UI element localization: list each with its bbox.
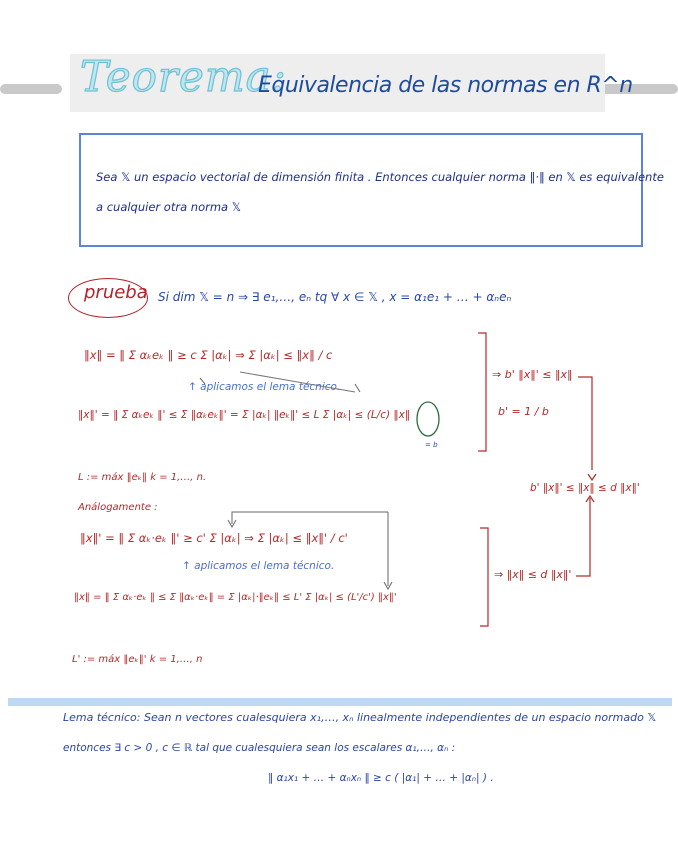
- analog-label: Análogamente :: [78, 502, 158, 513]
- bracket-2: [480, 528, 488, 626]
- note-lema-2: ↑ aplicamos el lema técnico.: [182, 560, 335, 572]
- theorem-line-2: a cualquier otra norma 𝕏: [96, 200, 241, 214]
- L-prime-definition: L' := máx ‖eₖ‖' k = 1,…, n: [72, 654, 203, 665]
- lemma-line-2: entonces ∃ c > 0 , c ∈ ℝ tal que cualesquiera sean los escalares α₁,…, αₙ :: [63, 742, 456, 754]
- title-word: Teorema:: [80, 52, 287, 101]
- equation-1: ‖x‖ = ‖ Σ αₖeₖ ‖ ≥ c Σ |αₖ| ⇒ Σ |αₖ| ≤ ‖x‖ / c: [84, 348, 333, 362]
- proof-intro: Si dim 𝕏 = n ⇒ ∃ e₁,…, eₙ tq ∀ x ∈ 𝕏 , x = α₁e₁ + … + αₙeₙ: [158, 290, 512, 304]
- equation-4: ‖x‖ = ‖ Σ αₖ·eₖ ‖ ≤ Σ ‖αₖ·eₖ‖ = Σ |αₖ|·‖eₖ‖ ≤ L' Σ |αₖ| ≤ (L'/c') ‖x‖': [74, 592, 397, 603]
- lemma-separator: [8, 698, 672, 706]
- combined-inequality: b' ‖x‖' ≤ ‖x‖ ≤ d ‖x‖': [530, 482, 640, 494]
- lemma-line-1: Lema técnico: Sean n vectores cualesquiera x₁,…, xₙ linealmente independientes de un espacio normado 𝕏: [63, 711, 657, 724]
- result-2: ⇒ ‖x‖ ≤ d ‖x‖': [494, 568, 572, 581]
- result-1: ⇒ b' ‖x‖' ≤ ‖x‖: [492, 368, 573, 381]
- L-definition: L := máx ‖eₖ‖ k = 1,…, n.: [78, 472, 207, 483]
- note-lema-1: ↑ aplicamos el lema técnico.: [188, 381, 341, 393]
- bracket-1: [478, 333, 486, 451]
- proof-label: prueba: [84, 282, 148, 303]
- circle-mark: [417, 402, 439, 436]
- title-text: Equivalencia de las normas en R^n: [258, 73, 633, 98]
- equation-3: ‖x‖' = ‖ Σ αₖ·eₖ ‖' ≥ c' Σ |αₖ| ⇒ Σ |αₖ| ≤ ‖x‖' / c': [80, 531, 348, 545]
- equation-2: ‖x‖' = ‖ Σ αₖeₖ ‖' ≤ Σ ‖αₖeₖ‖' = Σ |αₖ| ‖eₖ‖' ≤ L Σ |αₖ| ≤ (L/c) ‖x‖: [78, 409, 411, 421]
- circle-note: = b: [425, 441, 438, 449]
- lemma-line-3: ‖ α₁x₁ + … + αₙxₙ ‖ ≥ c ( |α₁| + … + |αₙ| ) .: [268, 772, 494, 784]
- theorem-line-1: Sea 𝕏 un espacio vectorial de dimensión finita . Entonces cualquier norma ‖·‖ en 𝕏 es equivalente: [96, 170, 664, 184]
- b-prime-def: b' = 1 / b: [498, 405, 549, 418]
